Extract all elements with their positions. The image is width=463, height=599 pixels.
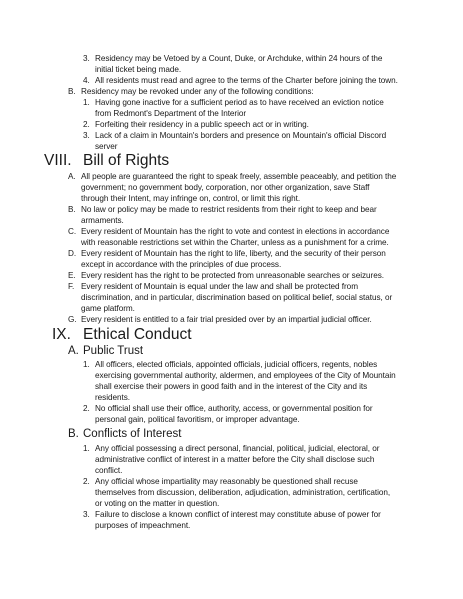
subsection-title: Public Trust (83, 345, 144, 357)
list-item-line: or voting on the matter in question. (95, 499, 220, 508)
list-item-line: through their Intent, may infringe on, control, or limit this right. (81, 194, 301, 203)
list-item-line: No law or policy may be made to restrict residents from their right to keep and bear (81, 205, 377, 214)
list-item-line: administrative conflict of interest in a matter before the City shall disclose such (95, 455, 375, 464)
list-marker: 2. (83, 477, 90, 486)
list-item-line: purposes of impeachment. (95, 521, 191, 530)
list-item-line: government; no government body, corporation, nor other organization, save Staff (81, 183, 370, 192)
list-item-line: initial ticket being made. (95, 65, 182, 74)
list-marker: B. (68, 87, 76, 96)
list-marker: E. (68, 271, 76, 280)
list-item-line: Lack of a claim in Mountain's borders and presence on Mountain's official Discord (95, 131, 387, 140)
subsection-title: Conflicts of Interest (83, 428, 182, 440)
list-item-line: Every resident of Mountain has the right to life, liberty, and the security of their person (81, 249, 386, 258)
list-marker: D. (68, 249, 77, 258)
list-marker: 3. (83, 510, 90, 519)
section-number: VIII. (44, 152, 72, 169)
list-item-line: Having gone inactive for a sufficient period as to have received an eviction notice (95, 98, 384, 107)
list-item-line: shall exercise their powers in good faith and in the interest of the City and its (95, 382, 368, 391)
list-item-line: except in accordance with the principles of due process. (81, 260, 282, 269)
list-item-line: Every resident of Mountain is equal under the law and shall be protected from (81, 282, 358, 291)
list-item-line: Every resident is entitled to a fair trial presided over by an impartial judicial officer. (81, 315, 372, 324)
list-marker: 1. (83, 98, 90, 107)
list-marker: F. (68, 282, 75, 291)
list-item-line: All residents must read and agree to the terms of the Charter before joining the town. (95, 76, 398, 85)
list-marker: 2. (83, 120, 90, 129)
list-marker: 2. (83, 404, 90, 413)
list-item-line: game platform. (81, 304, 135, 313)
list-item-line: personal gain, political favoritism, or improper advantage. (95, 415, 300, 424)
list-item-line: Residency may be Vetoed by a Count, Duke, or Archduke, within 24 hours of the (95, 54, 383, 63)
list-marker: 1. (83, 444, 90, 453)
list-item-line: Any official whose impartiality may reasonably be questioned shall recuse (95, 477, 358, 486)
list-marker: B. (68, 205, 76, 214)
section-number: IX. (52, 326, 71, 343)
subsection-marker: A. (68, 345, 79, 357)
list-item-line: Failure to disclose a known conflict of interest may constitute abuse of power for (95, 510, 381, 519)
list-item-line: with reasonable restrictions set within the Charter, unless as a punishment for a crime. (81, 238, 389, 247)
section-title: Ethical Conduct (83, 326, 192, 343)
list-marker: G. (68, 315, 77, 324)
list-marker: 4. (83, 76, 90, 85)
list-item-line: All people are guaranteed the right to speak freely, assemble peaceably, and petition the (81, 172, 397, 181)
list-item-line: Every resident of Mountain has the right to vote and contest in elections in accordance (81, 227, 390, 236)
list-item-line: conflict. (95, 466, 123, 475)
list-item-line: No official shall use their office, authority, access, or governmental position for (95, 404, 373, 413)
list-item-line: exercising governmental authority, aldermen, and employees of the City of Mountain (95, 371, 396, 380)
subsection-marker: B. (68, 428, 79, 440)
section-title: Bill of Rights (83, 152, 170, 169)
list-item-line: residents. (95, 393, 130, 402)
list-item-line: discrimination, and in particular, discrimination based on political belief, social status, or (81, 293, 393, 302)
list-item-line: server (95, 142, 118, 151)
list-marker: 3. (83, 131, 90, 140)
list-marker: 1. (83, 360, 90, 369)
list-item-line: Residency may be revoked under any of the following conditions: (81, 87, 314, 96)
list-item-line: Any official possessing a direct personal, financial, political, judicial, electoral, or (95, 444, 380, 453)
list-item-line: All officers, elected officials, appointed officials, judicial officers, regents, nobles (95, 360, 378, 369)
list-marker: A. (68, 172, 76, 181)
list-item-line: Forfeiting their residency in a public speech act or in writing. (95, 120, 309, 129)
list-item-line: themselves from discussion, deliberation, adjudication, administration, certification, (95, 488, 391, 497)
list-item-line: armaments. (81, 216, 124, 225)
list-item-line: from Redmont's Department of the Interior (95, 109, 247, 118)
list-marker: C. (68, 227, 77, 236)
list-marker: 3. (83, 54, 90, 63)
list-item-line: Every resident has the right to be protected from unreasonable searches or seizures. (81, 271, 384, 280)
